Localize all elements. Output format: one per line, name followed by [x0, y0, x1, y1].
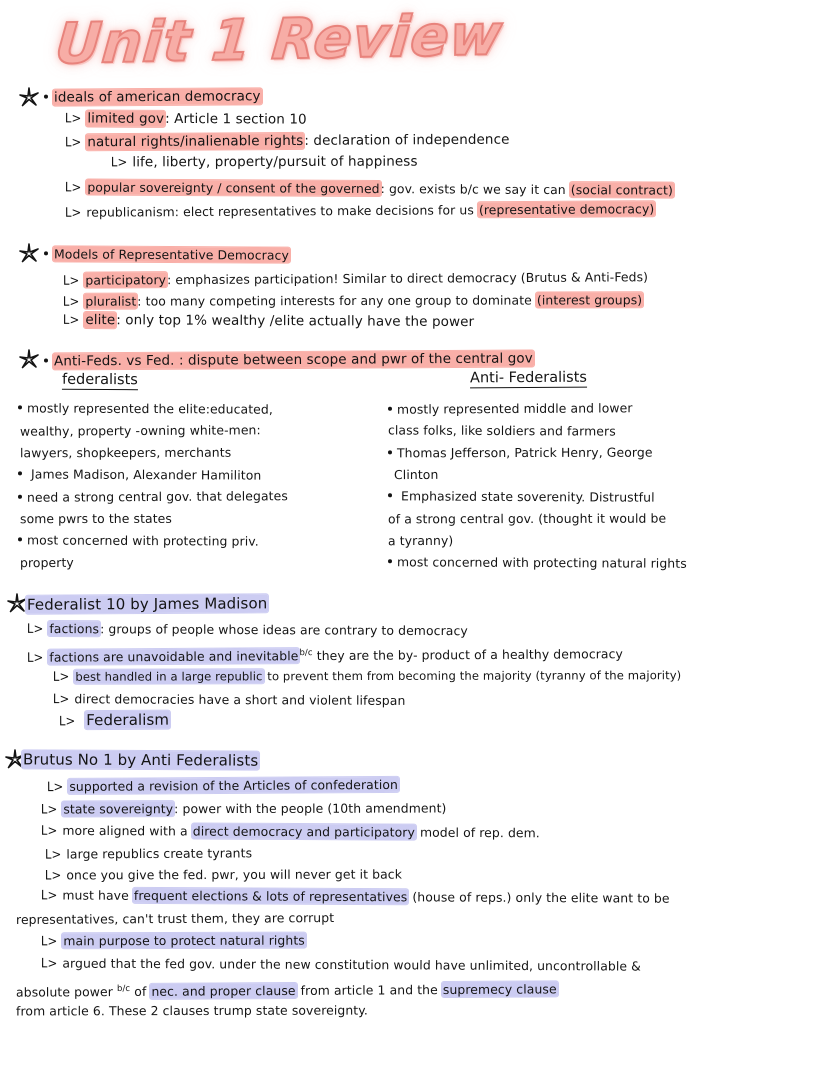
federalist-bullet-1-cont: wealthy, property -owning white-men:	[19, 422, 261, 439]
sub-arrow-icon: L>	[62, 294, 80, 310]
section-heading-brutus-no-1: Brutus No 1 by Anti Federalists	[22, 750, 259, 770]
note-line-brutus-fed-pwr: L> once you give the fed. pwr, you will never get it back	[44, 866, 403, 884]
section-heading-models: Models of Representative Democracy	[44, 245, 290, 263]
sub-arrow-icon: L>	[62, 312, 80, 329]
sub-arrow-icon: L>	[46, 779, 64, 796]
antifederalist-bullet-2-cont: Clinton	[393, 466, 439, 483]
dot-bullet-icon	[388, 450, 392, 454]
federalist-bullet-3-cont: some pwrs to the states	[19, 510, 172, 527]
dot-bullet-icon	[388, 493, 392, 497]
note-line-brutus-direct-democracy: L> more aligned with a direct democracy and participatory model of rep. dem.	[40, 822, 540, 841]
star-bullet-icon-4	[6, 592, 28, 614]
sub-arrow-icon: L>	[40, 934, 58, 950]
dot-bullet-icon	[18, 537, 22, 541]
dot-bullet-icon	[388, 407, 392, 411]
note-line-brutus-frequent-elections: L> must have frequent elections & lots of representatives (house of reps.) only the elite want to be	[40, 887, 670, 906]
section-heading-federalist-10: Federalist 10 by James Madison	[26, 594, 268, 614]
note-line-popular-sovereignty: L> popular sovereignty / consent of the governed: gov. exists b/c we say it can (social contract)	[64, 179, 673, 198]
dot-bullet-icon	[44, 251, 48, 255]
sub-arrow-icon: L>	[44, 868, 62, 884]
antifederalist-bullet-1: mostly represented middle and lower	[388, 399, 633, 417]
federalist-bullet-4: most concerned with protecting priv.	[18, 531, 259, 549]
sub-arrow-icon: L>	[40, 823, 58, 839]
dot-bullet-icon	[44, 358, 48, 362]
section-heading-antifeds-vs-feds: Anti-Feds. vs Fed. : dispute between scope and pwr of the central gov	[44, 351, 534, 371]
note-line-federalism: L> Federalism	[58, 710, 170, 730]
note-line-life-liberty: L> life, liberty, property/pursuit of happiness	[110, 153, 418, 171]
star-bullet-icon-1	[18, 86, 40, 108]
note-line-elite: L> elite: only top 1% wealthy /elite actually have the power	[62, 312, 475, 331]
sub-arrow-icon: L>	[40, 956, 58, 972]
note-line-republicanism: L> republicanism: elect representatives to make decisions for us (representative democracy)	[64, 201, 655, 221]
sub-arrow-icon: L>	[44, 847, 62, 863]
antifederalist-bullet-3-cont2: a tyranny)	[387, 532, 454, 549]
dot-bullet-icon	[18, 471, 22, 475]
column-header-anti-federalists: Anti- Federalists	[469, 369, 588, 387]
note-line-brutus-revision: L> supported a revision of the Articles of confederation	[46, 776, 399, 796]
federalist-bullet-1: mostly represented the elite:educated,	[18, 399, 273, 417]
note-line-brutus-unlimited-power: L> argued that the fed gov. under the new constitution would have unlimited, uncontrollable &	[40, 955, 642, 974]
sub-arrow-icon: L>	[110, 155, 128, 171]
dot-bullet-icon	[18, 495, 22, 499]
note-line-brutus-corrupt: representatives, can't trust them, they are corrupt	[15, 910, 335, 927]
page-title-text: Unit 1 Review	[52, 2, 506, 78]
sub-arrow-icon: L>	[40, 888, 58, 904]
section-heading-ideals: ideals of american democracy	[44, 88, 262, 106]
federalist-bullet-1-cont2: lawyers, shopkeepers, merchants	[19, 444, 232, 461]
column-header-federalists: federalists	[61, 371, 138, 389]
note-line-limited-gov: L> limited gov: Article 1 section 10	[64, 110, 307, 128]
dot-bullet-icon	[44, 95, 48, 99]
antifederalist-bullet-1-cont: class folks, like soldiers and farmers	[387, 422, 616, 439]
note-line-pluralist: L> pluralist: too many competing interests for any one group to dominate (interest groups)	[62, 292, 643, 310]
star-bullet-icon-3	[18, 348, 40, 370]
note-line-brutus-state-sovereignty: L> state sovereignty: power with the people (10th amendment)	[40, 800, 447, 818]
note-line-natural-rights: L> natural rights/inalienable rights: declaration of independence	[64, 131, 510, 151]
sub-arrow-icon: L>	[52, 669, 70, 685]
sub-arrow-icon: L>	[40, 802, 58, 818]
page-title	[52, 2, 506, 82]
note-line-direct-democracies: L> direct democracies have a short and violent lifespan	[52, 691, 406, 708]
sub-arrow-icon: L>	[26, 621, 44, 637]
note-line-factions-def: L> factions: groups of people whose ideas are contrary to democracy	[26, 620, 468, 639]
sub-arrow-icon: L>	[64, 180, 82, 196]
note-line-brutus-nec-proper: absolute power $^{b/c}$ of nec. and proper clause from article 1 and the supremecy clause	[15, 981, 557, 1000]
note-line-brutus-tyrants: L> large republics create tyrants	[44, 845, 253, 863]
sub-arrow-icon: L>	[26, 650, 44, 666]
federalist-bullet-3: need a strong central gov. that delegates	[18, 487, 288, 506]
note-line-brutus-article-6: from article 6. These 2 clauses trump state sovereignty.	[15, 1002, 368, 1019]
federalist-bullet-4-cont: property	[19, 554, 74, 571]
federalist-bullet-2: James Madison, Alexander Hamiliton	[18, 465, 261, 483]
dot-bullet-icon	[18, 405, 22, 409]
note-line-large-republic: L> best handled in a large republic to prevent them from becoming the majority (tyranny of the majority)	[52, 668, 682, 685]
sub-arrow-icon: L>	[58, 714, 76, 730]
sub-arrow-icon: L>	[64, 135, 82, 151]
antifederalist-bullet-3-cont: of a strong central gov. (thought it would be	[387, 510, 667, 527]
star-bullet-icon-2	[18, 242, 40, 264]
sub-arrow-icon: L>	[62, 273, 80, 289]
note-line-factions-inevitable: L> factions are unavoidable and inevitable$^{b/c}$ they are the by- product of a healthy democracy	[26, 646, 623, 666]
note-line-participatory: L> participatory: emphasizes participation! Similar to direct democracy (Brutus & Anti-Feds)	[62, 269, 649, 289]
note-line-brutus-natural-rights: L> main purpose to protect natural rights	[40, 932, 305, 950]
antifederalist-bullet-3: Emphasized state soverenity. Distrustful	[388, 487, 655, 505]
sub-arrow-icon: L>	[64, 205, 82, 221]
antifederalist-bullet-4: most concerned with protecting natural rights	[388, 553, 687, 572]
sub-arrow-icon: L>	[52, 692, 70, 708]
sub-arrow-icon: L>	[64, 111, 82, 127]
dot-bullet-icon	[388, 559, 392, 563]
antifederalist-bullet-2: Thomas Jefferson, Patrick Henry, George	[388, 444, 653, 462]
